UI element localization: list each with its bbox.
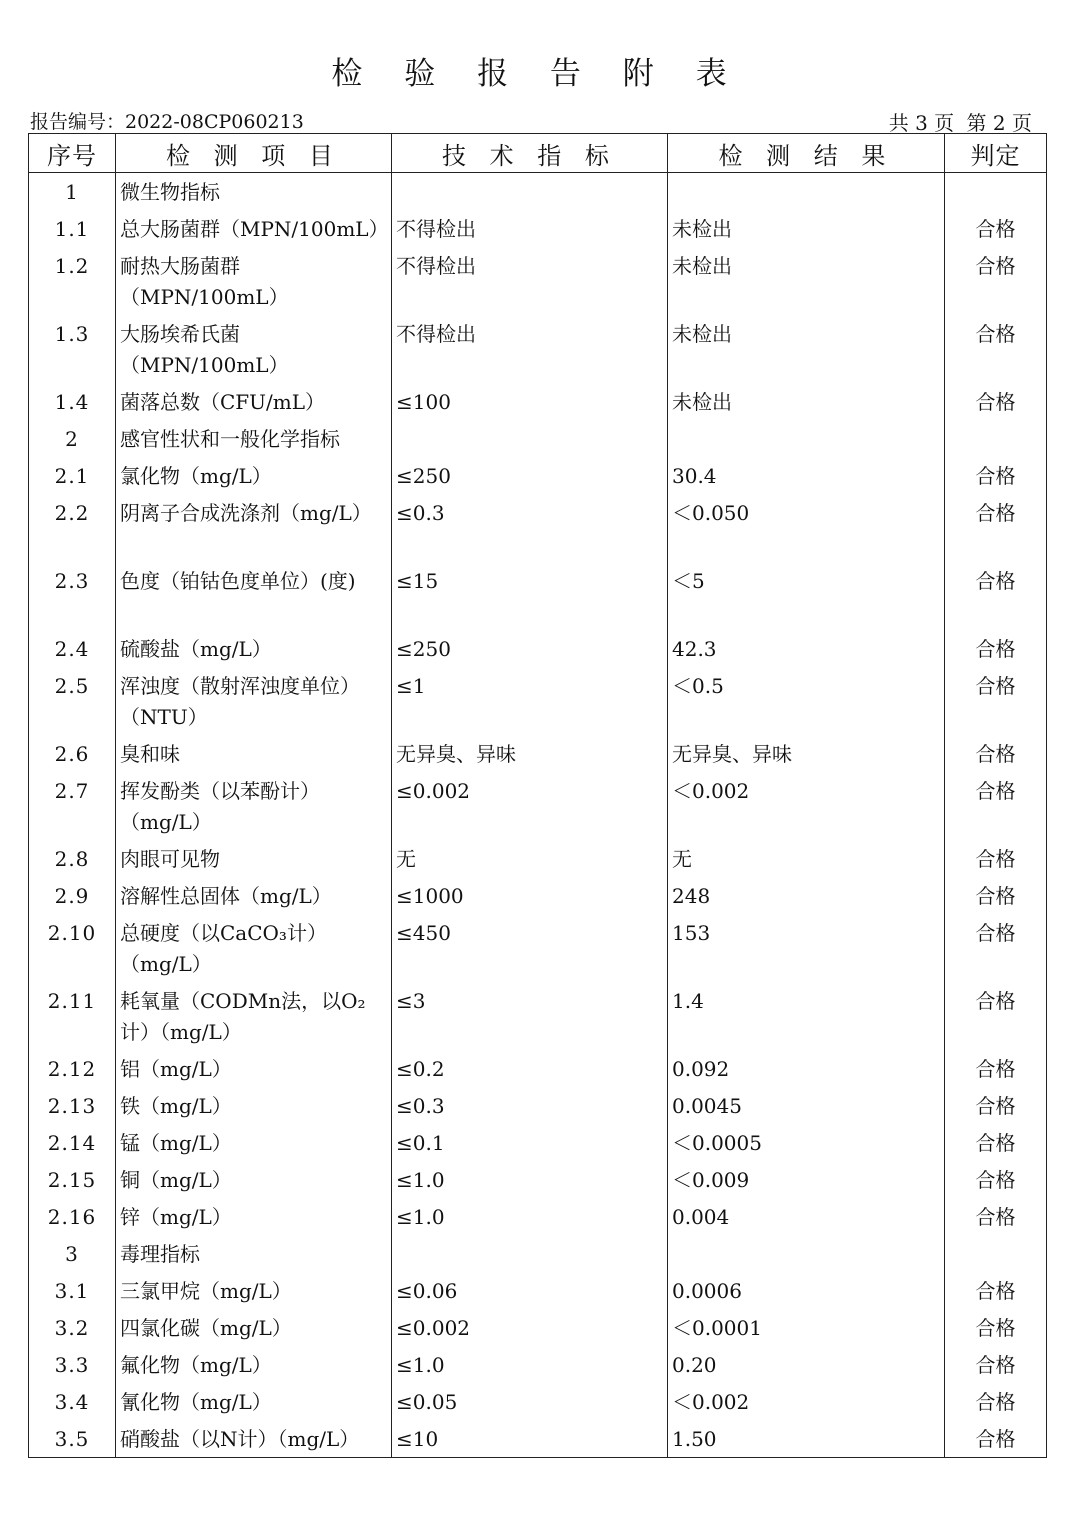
table-row xyxy=(29,494,1047,562)
cell-result xyxy=(668,173,945,211)
header-item: 检 测 项 目 xyxy=(116,134,392,173)
cell-no: 2.7 xyxy=(29,772,116,840)
cell-result: ＜0.002 xyxy=(668,1383,945,1420)
table-row xyxy=(29,914,1047,982)
cell-spec xyxy=(392,420,668,457)
cell-verdict: 合格 xyxy=(945,877,1047,914)
cell-result: 未检出 xyxy=(668,247,945,315)
cell-no: 2.16 xyxy=(29,1198,116,1235)
cell-result: 1.50 xyxy=(668,1420,945,1458)
cell-item: 氟化物（mg/L） xyxy=(116,1346,392,1383)
cell-spec: ≤15 xyxy=(392,562,668,630)
cell-item: 阴离子合成洗涤剂（mg/L） xyxy=(116,494,392,562)
cell-verdict: 合格 xyxy=(945,1087,1047,1124)
cell-item: 溶解性总固体（mg/L） xyxy=(116,877,392,914)
cell-no: 2.9 xyxy=(29,877,116,914)
cell-no: 2.8 xyxy=(29,840,116,877)
cell-result: 未检出 xyxy=(668,315,945,383)
cell-spec: 无 xyxy=(392,840,668,877)
cell-verdict: 合格 xyxy=(945,1050,1047,1087)
cell-verdict: 合格 xyxy=(945,1124,1047,1161)
cell-item: 耐热大肠菌群（MPN/100mL） xyxy=(116,247,392,315)
cell-verdict: 合格 xyxy=(945,914,1047,982)
cell-spec: ≤1.0 xyxy=(392,1161,668,1198)
cell-item: 四氯化碳（mg/L） xyxy=(116,1309,392,1346)
cell-verdict: 合格 xyxy=(945,667,1047,735)
table-row xyxy=(29,840,1047,877)
table-row xyxy=(29,1087,1047,1124)
cell-spec: ≤3 xyxy=(392,982,668,1050)
cell-verdict: 合格 xyxy=(945,982,1047,1050)
cell-result: 无 xyxy=(668,840,945,877)
cell-verdict: 合格 xyxy=(945,383,1047,420)
header-spec: 技 术 指 标 xyxy=(392,134,668,173)
cell-item: 锰（mg/L） xyxy=(116,1124,392,1161)
cell-spec: ≤0.06 xyxy=(392,1272,668,1309)
page-total: 共 3 页 xyxy=(888,111,955,135)
page-current: 第 2 页 xyxy=(966,111,1032,135)
cell-spec xyxy=(392,173,668,211)
cell-no: 2.1 xyxy=(29,457,116,494)
cell-spec: ≤0.3 xyxy=(392,1087,668,1124)
cell-spec: 不得检出 xyxy=(392,247,668,315)
cell-result: 未检出 xyxy=(668,383,945,420)
table-row xyxy=(29,457,1047,494)
cell-item: 肉眼可见物 xyxy=(116,840,392,877)
cell-no: 2.3 xyxy=(29,562,116,630)
table-row xyxy=(29,315,1047,383)
table-row xyxy=(29,1420,1047,1458)
cell-spec: ≤0.002 xyxy=(392,1309,668,1346)
cell-spec: ≤1 xyxy=(392,667,668,735)
cell-item: 硫酸盐（mg/L） xyxy=(116,630,392,667)
cell-result xyxy=(668,420,945,457)
cell-verdict: 合格 xyxy=(945,1309,1047,1346)
cell-item: 浑浊度（散射浑浊度单位）（NTU） xyxy=(116,667,392,735)
cell-verdict: 合格 xyxy=(945,1272,1047,1309)
cell-verdict: 合格 xyxy=(945,1383,1047,1420)
cell-result: 0.004 xyxy=(668,1198,945,1235)
table-row xyxy=(29,667,1047,735)
report-number: 报告编号：2022-08CP060213 xyxy=(30,111,304,133)
cell-result: 0.20 xyxy=(668,1346,945,1383)
cell-verdict: 合格 xyxy=(945,1420,1047,1458)
cell-item: 总大肠菌群（MPN/100mL） xyxy=(116,210,392,247)
cell-no: 1.1 xyxy=(29,210,116,247)
cell-item: 挥发酚类（以苯酚计）（mg/L） xyxy=(116,772,392,840)
table-row xyxy=(29,877,1047,914)
cell-spec: ≤250 xyxy=(392,630,668,667)
cell-item: 铝（mg/L） xyxy=(116,1050,392,1087)
cell-verdict: 合格 xyxy=(945,210,1047,247)
cell-spec xyxy=(392,1235,668,1272)
header-verdict: 判定 xyxy=(945,134,1047,173)
cell-result: 未检出 xyxy=(668,210,945,247)
cell-no: 2.6 xyxy=(29,735,116,772)
cell-verdict: 合格 xyxy=(945,630,1047,667)
cell-spec: ≤0.002 xyxy=(392,772,668,840)
cell-result: ＜0.002 xyxy=(668,772,945,840)
cell-no: 2.12 xyxy=(29,1050,116,1087)
cell-result: 无异臭、异味 xyxy=(668,735,945,772)
table-row xyxy=(29,1309,1047,1346)
table-body xyxy=(29,173,1047,1458)
cell-spec: ≤1.0 xyxy=(392,1198,668,1235)
cell-verdict: 合格 xyxy=(945,494,1047,562)
table-row xyxy=(29,1346,1047,1383)
cell-result: 0.0045 xyxy=(668,1087,945,1124)
cell-spec: ≤450 xyxy=(392,914,668,982)
cell-item: 硝酸盐（以N计）（mg/L） xyxy=(116,1420,392,1458)
table-row xyxy=(29,1272,1047,1309)
cell-verdict xyxy=(945,420,1047,457)
cell-verdict: 合格 xyxy=(945,457,1047,494)
cell-item: 氯化物（mg/L） xyxy=(116,457,392,494)
cell-spec: ≤0.2 xyxy=(392,1050,668,1087)
table-row xyxy=(29,562,1047,630)
cell-spec: ≤250 xyxy=(392,457,668,494)
cell-item: 色度（铂钴色度单位）(度) xyxy=(116,562,392,630)
cell-verdict: 合格 xyxy=(945,1161,1047,1198)
cell-item: 臭和味 xyxy=(116,735,392,772)
report-title: 检 验 报 告 附 表 xyxy=(331,56,743,92)
cell-no: 3.3 xyxy=(29,1346,116,1383)
cell-verdict: 合格 xyxy=(945,735,1047,772)
cell-result: ＜0.0001 xyxy=(668,1309,945,1346)
cell-item: 锌（mg/L） xyxy=(116,1198,392,1235)
table-row xyxy=(29,1235,1047,1272)
cell-item: 毒理指标 xyxy=(116,1235,392,1272)
cell-no: 3.5 xyxy=(29,1420,116,1458)
cell-verdict xyxy=(945,173,1047,211)
cell-item: 菌落总数（CFU/mL） xyxy=(116,383,392,420)
cell-item: 铁（mg/L） xyxy=(116,1087,392,1124)
cell-result xyxy=(668,1235,945,1272)
cell-no: 1.4 xyxy=(29,383,116,420)
cell-verdict: 合格 xyxy=(945,1198,1047,1235)
cell-no: 1 xyxy=(29,173,116,211)
header-no: 序号 xyxy=(29,134,116,173)
table-row xyxy=(29,630,1047,667)
results-table xyxy=(28,133,1047,1458)
cell-verdict: 合格 xyxy=(945,772,1047,840)
table-row xyxy=(29,247,1047,315)
table-row xyxy=(29,210,1047,247)
table-header xyxy=(29,134,1047,173)
cell-result: ＜0.009 xyxy=(668,1161,945,1198)
table-row xyxy=(29,173,1047,211)
cell-result: 248 xyxy=(668,877,945,914)
cell-verdict: 合格 xyxy=(945,1346,1047,1383)
cell-no: 2.14 xyxy=(29,1124,116,1161)
cell-no: 3.4 xyxy=(29,1383,116,1420)
cell-result: ＜0.5 xyxy=(668,667,945,735)
cell-no: 3 xyxy=(29,1235,116,1272)
cell-item: 总硬度（以CaCO₃计）（mg/L） xyxy=(116,914,392,982)
cell-item: 微生物指标 xyxy=(116,173,392,211)
cell-result: 0.092 xyxy=(668,1050,945,1087)
cell-verdict xyxy=(945,1235,1047,1272)
cell-result: 0.0006 xyxy=(668,1272,945,1309)
table-row xyxy=(29,735,1047,772)
cell-no: 2.11 xyxy=(29,982,116,1050)
cell-spec: ≤10 xyxy=(392,1420,668,1458)
cell-spec: ≤0.05 xyxy=(392,1383,668,1420)
cell-item: 三氯甲烷（mg/L） xyxy=(116,1272,392,1309)
cell-result: 42.3 xyxy=(668,630,945,667)
cell-verdict: 合格 xyxy=(945,247,1047,315)
cell-no: 3.2 xyxy=(29,1309,116,1346)
cell-item: 耗氧量（CODMn法，以O₂计）（mg/L） xyxy=(116,982,392,1050)
cell-no: 2.10 xyxy=(29,914,116,982)
cell-no: 2.13 xyxy=(29,1087,116,1124)
cell-no: 1.3 xyxy=(29,315,116,383)
cell-spec: 不得检出 xyxy=(392,210,668,247)
cell-spec: ≤1.0 xyxy=(392,1346,668,1383)
cell-verdict: 合格 xyxy=(945,315,1047,383)
cell-no: 1.2 xyxy=(29,247,116,315)
table-row xyxy=(29,1198,1047,1235)
cell-result: ＜0.0005 xyxy=(668,1124,945,1161)
page-info xyxy=(883,107,1032,136)
table-row xyxy=(29,1050,1047,1087)
cell-item: 铜（mg/L） xyxy=(116,1161,392,1198)
cell-no: 2.4 xyxy=(29,630,116,667)
cell-verdict: 合格 xyxy=(945,562,1047,630)
cell-item: 氰化物（mg/L） xyxy=(116,1383,392,1420)
cell-spec: 不得检出 xyxy=(392,315,668,383)
cell-result: ＜5 xyxy=(668,562,945,630)
table-row xyxy=(29,982,1047,1050)
table-row xyxy=(29,772,1047,840)
table-row xyxy=(29,420,1047,457)
cell-no: 2.15 xyxy=(29,1161,116,1198)
header-result: 检 测 结 果 xyxy=(668,134,945,173)
cell-no: 2 xyxy=(29,420,116,457)
cell-no: 2.2 xyxy=(29,494,116,562)
table-row xyxy=(29,1161,1047,1198)
cell-spec: ≤100 xyxy=(392,383,668,420)
cell-spec: ≤1000 xyxy=(392,877,668,914)
cell-result: ＜0.050 xyxy=(668,494,945,562)
cell-result: 153 xyxy=(668,914,945,982)
cell-no: 2.5 xyxy=(29,667,116,735)
cell-result: 1.4 xyxy=(668,982,945,1050)
cell-spec: ≤0.1 xyxy=(392,1124,668,1161)
cell-item: 感官性状和一般化学指标 xyxy=(116,420,392,457)
table-row xyxy=(29,1124,1047,1161)
table-row xyxy=(29,383,1047,420)
cell-result: 30.4 xyxy=(668,457,945,494)
cell-item: 大肠埃希氏菌（MPN/100mL） xyxy=(116,315,392,383)
cell-verdict: 合格 xyxy=(945,840,1047,877)
cell-spec: 无异臭、异味 xyxy=(392,735,668,772)
table-row xyxy=(29,1383,1047,1420)
cell-spec: ≤0.3 xyxy=(392,494,668,562)
cell-no: 3.1 xyxy=(29,1272,116,1309)
